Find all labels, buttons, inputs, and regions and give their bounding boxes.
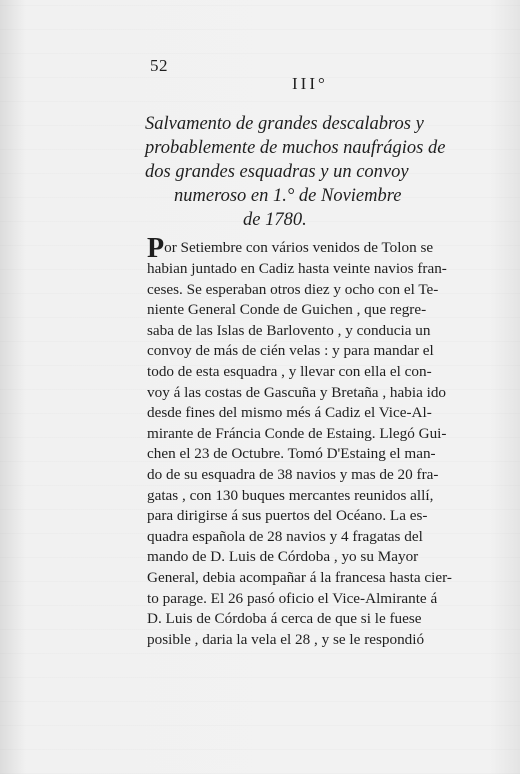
body-line: mando de D. Luis de Córdoba , yo su Mayor (147, 548, 419, 566)
title-line: numeroso en 1.° de Noviembre (174, 186, 402, 206)
body-line-text: or Setiembre con vários venidos de Tolon se (164, 239, 434, 256)
body-line: to parage. El 26 pasó oficio el Vice-Almirante á (147, 589, 438, 607)
body-line (147, 233, 472, 264)
section-number: III° (292, 74, 328, 93)
title-line: dos grandes esquadras y un convoy (145, 162, 409, 182)
body-line: D. Luis de Córdoba á cerca de que si le fuese (147, 610, 422, 628)
body-line: posible , daria la vela el 28 , y se le respondió (147, 630, 425, 648)
body-line: habian juntado en Cadiz hasta veinte navios fran- (147, 260, 447, 277)
body-line: desde fines del mismo més á Cadiz el Vice-Al- (147, 404, 432, 422)
title-line: Salvamento de grandes descalabros y (145, 114, 424, 134)
body-paragraph (147, 233, 472, 650)
title-line: de 1780. (243, 210, 307, 230)
page-number: 52 (150, 56, 168, 75)
body-line: quadra española de 28 navios y 4 fragatas del (147, 527, 423, 545)
body-line: convoy de más de cién velas : y para mandar el (147, 342, 434, 360)
body-line: mirante de Fráncia Conde de Estaing. Llegó Gui- (147, 424, 447, 442)
body-line: saba de las Islas de Barlovento , y conducia un (147, 321, 431, 339)
body-line: gatas , con 130 buques mercantes reunidos allí, (147, 486, 434, 504)
body-line: niente General Conde de Guichen , que regre- (147, 301, 427, 319)
body-line: chen el 23 de Octubre. Tomó D'Estaing el man- (147, 445, 436, 463)
body-line: para dirigirse á sus puertos del Océano. La es- (147, 507, 428, 525)
drop-cap: P (147, 233, 165, 264)
body-line: General, debia acompañar á la francesa hasta cier- (147, 568, 452, 586)
chapter-title (145, 112, 465, 232)
body-line: ceses. Se esperaban otros diez y ocho con el Te- (147, 280, 439, 298)
body-line: do de su esquadra de 38 navios y mas de 20 fra- (147, 465, 439, 483)
body-line: voy á las costas de Gascuña y Bretaña , habia ido (147, 383, 447, 401)
body-line: todo de esta esquadra , y llevar con ella el con- (147, 362, 432, 380)
title-line: probablemente de muchos naufrágios de (145, 138, 446, 158)
